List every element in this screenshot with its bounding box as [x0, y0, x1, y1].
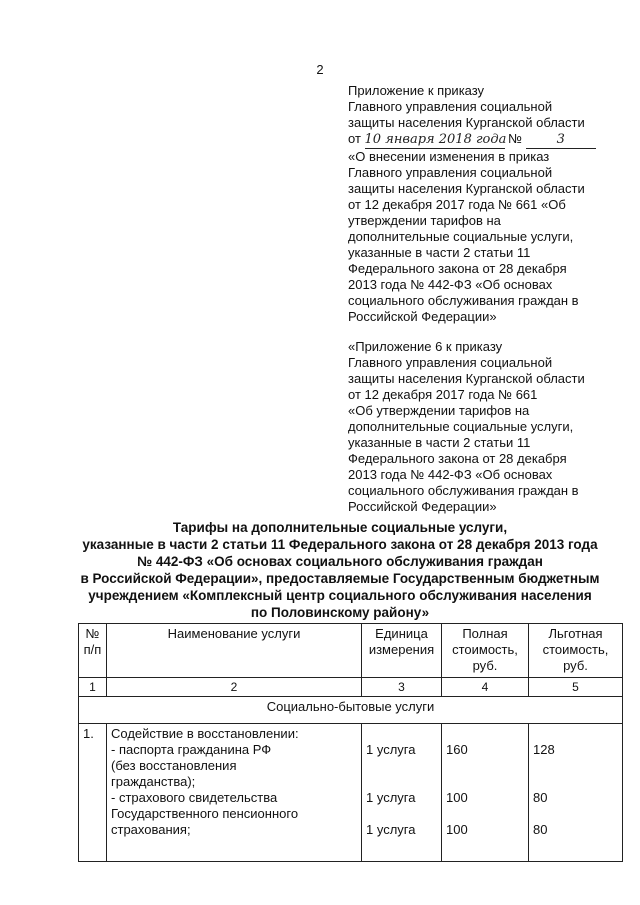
- header-quote-line: от 12 декабря 2017 года № 661 «Об: [348, 197, 566, 212]
- column-number: 1: [79, 678, 107, 697]
- header-unit-line: Единица: [375, 626, 428, 641]
- header-quote-line: социального обслуживания граждан в: [348, 293, 579, 308]
- title-line: № 442-ФЗ «Об основах социального обслуживания граждан: [137, 554, 543, 569]
- header-quote-line: Федерального закона от 28 декабря: [348, 261, 567, 276]
- title-line: по Половинскому району»: [250, 605, 430, 620]
- column-number: 4: [442, 678, 529, 697]
- appendix6-line: дополнительные социальные услуги,: [348, 419, 574, 434]
- appendix6-line: Главного управления социальной: [348, 355, 553, 370]
- service-line: (без восстановления: [111, 758, 237, 773]
- service-line: страхования;: [111, 822, 191, 837]
- full-cost-value: 160: [446, 742, 468, 757]
- date-field: [365, 131, 505, 149]
- page-number: 2: [316, 62, 324, 77]
- header-unit: [362, 624, 442, 678]
- header-full-line: руб.: [472, 658, 498, 673]
- number-field: [526, 131, 596, 149]
- header-quote-line: «О внесении изменения в приказ: [348, 149, 550, 164]
- header-name-text: Наименование услуги: [167, 626, 301, 641]
- header-quote-line: защиты населения Курганской области: [348, 181, 585, 196]
- section-row: [79, 697, 623, 724]
- header-num-line: п/п: [83, 642, 102, 657]
- header-full-line: стоимость,: [452, 642, 518, 657]
- discount-cost-value: 80: [533, 822, 548, 837]
- column-number-row: [79, 678, 623, 697]
- header-quote-line: Главного управления социальной: [348, 165, 553, 180]
- discount-cost-value: 80: [533, 790, 548, 805]
- appendix6-line: защиты населения Курганской области: [348, 371, 585, 386]
- header-quote-line: утверждении тарифов на: [348, 213, 501, 228]
- unit-value: 1 услуга: [366, 790, 416, 805]
- header-service-name: [107, 624, 362, 678]
- service-line: - страхового свидетельства: [111, 790, 278, 805]
- appendix-header: [348, 83, 608, 325]
- appendix6-line: Федерального закона от 28 декабря: [348, 451, 567, 466]
- header-discount-line: Льготная: [548, 626, 603, 641]
- service-line: гражданства);: [111, 774, 196, 789]
- full-cost-value: 100: [446, 822, 468, 837]
- column-number: 3: [362, 678, 442, 697]
- header-line: защиты населения Курганской области: [348, 115, 585, 130]
- service-description: [107, 724, 362, 862]
- header-quote-line: дополнительные социальные услуги,: [348, 229, 574, 244]
- header-unit-line: измерения: [368, 642, 435, 657]
- table-row: [79, 724, 623, 862]
- service-line: Государственного пенсионного: [111, 806, 299, 821]
- discount-cost-value: 128: [533, 742, 555, 757]
- from-prefix: от: [348, 131, 361, 146]
- header-line: Приложение к приказу: [348, 83, 485, 98]
- header-discount-line: стоимость,: [542, 642, 609, 657]
- title-line: Тарифы на дополнительные социальные услуги,: [172, 520, 508, 535]
- appendix6-line: «Об утверждении тарифов на: [348, 403, 530, 418]
- header-quote-line: указанные в части 2 статьи 11: [348, 245, 531, 260]
- service-line: - паспорта гражданина РФ: [111, 742, 272, 757]
- row-num: 1.: [79, 724, 107, 862]
- title-line: в Российской Федерации», предоставляемые Государственным бюджетным: [80, 571, 600, 586]
- appendix6-line: 2013 года № 442-ФЗ «Об основах: [348, 467, 553, 482]
- appendix6-line: от 12 декабря 2017 года № 661: [348, 387, 538, 402]
- header-full-cost: [442, 624, 529, 678]
- header-discount-line: руб.: [563, 658, 588, 673]
- date-number-line: [348, 131, 608, 149]
- number-prefix: №: [508, 131, 523, 146]
- header-num-line: №: [85, 626, 100, 641]
- column-number: 2: [107, 678, 362, 697]
- header-line: Главного управления социальной: [348, 99, 553, 114]
- appendix6-line: указанные в части 2 статьи 11: [348, 435, 531, 450]
- appendix-6-block: [348, 339, 608, 515]
- discount-cost-cell: [529, 724, 623, 862]
- handwritten-date: 10 января 2018 года: [364, 132, 507, 147]
- column-number: 5: [529, 678, 623, 697]
- title-line: учреждением «Комплексный центр социального обслуживания населения: [88, 588, 592, 603]
- header-full-line: Полная: [462, 626, 508, 641]
- unit-cell: [362, 724, 442, 862]
- header-num: [79, 624, 107, 678]
- service-line: Содействие в восстановлении:: [111, 726, 299, 741]
- header-quote-line: Российской Федерации»: [348, 309, 497, 324]
- document-title: [60, 519, 620, 621]
- header-row: [79, 624, 623, 678]
- full-cost-value: 100: [446, 790, 468, 805]
- tariffs-table: [78, 623, 623, 862]
- header-quote-line: 2013 года № 442-ФЗ «Об основах: [348, 277, 553, 292]
- appendix6-line: «Приложение 6 к приказу: [348, 339, 503, 354]
- full-cost-cell: [442, 724, 529, 862]
- header-discount-cost: [529, 624, 623, 678]
- appendix6-line: Российской Федерации»: [348, 499, 497, 514]
- section-title: Социально-бытовые услуги: [79, 697, 623, 724]
- title-line: указанные в части 2 статьи 11 Федерального закона от 28 декабря 2013 года: [82, 537, 598, 552]
- unit-value: 1 услуга: [366, 742, 416, 757]
- handwritten-number: 3: [556, 132, 565, 147]
- appendix6-line: социального обслуживания граждан в: [348, 483, 579, 498]
- unit-value: 1 услуга: [366, 822, 416, 837]
